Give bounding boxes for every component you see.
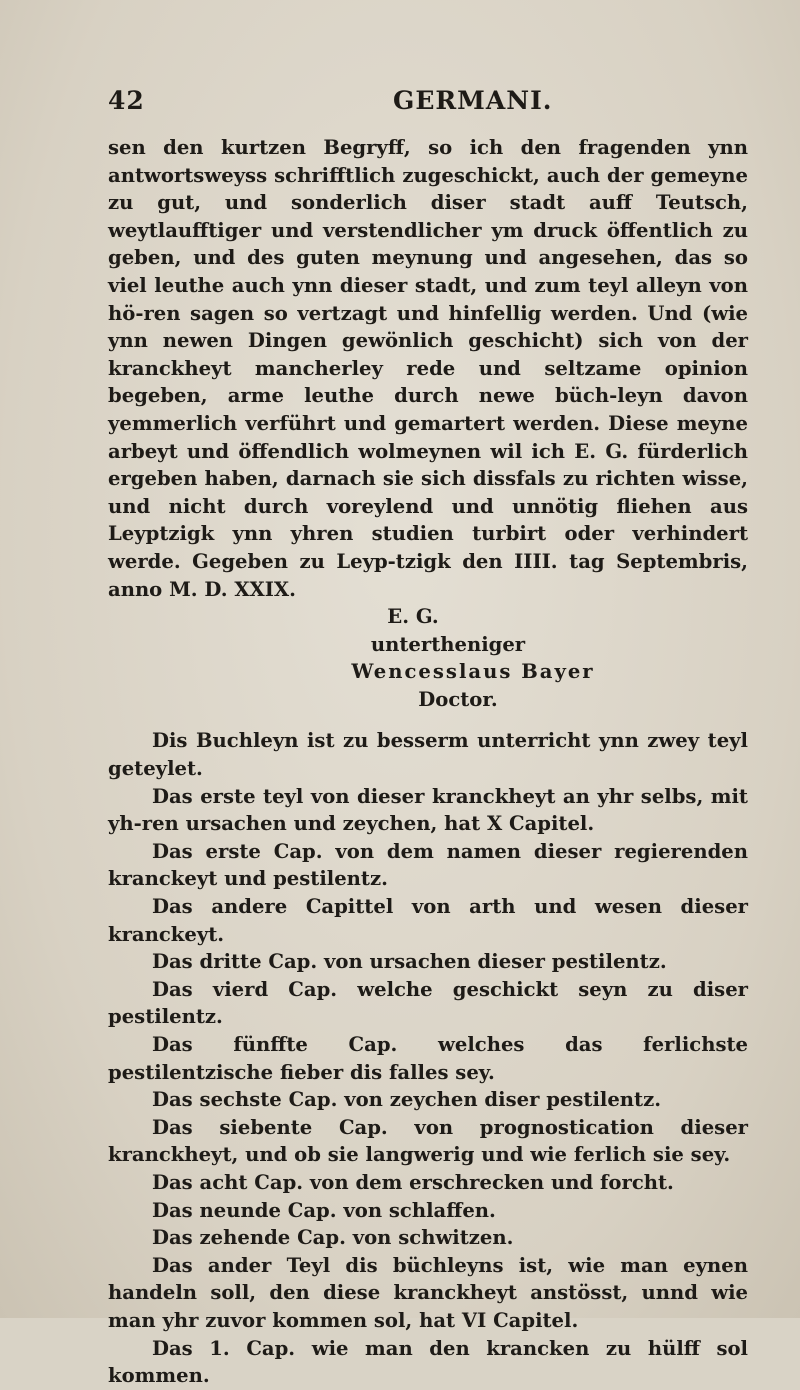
toc-entry: Das vierd Cap. welche geschickt seyn zu diser pestilentz.	[108, 977, 748, 1029]
toc-entry: Das erste Cap. von dem namen dieser regierenden kranckeyt und pestilentz.	[108, 839, 748, 891]
page-body	[108, 134, 748, 1390]
toc-entry: Das fünffte Cap. welches das ferlichste pestilentzische fieber dis falles sey.	[108, 1033, 748, 1084]
toc-entry: Das ander Teyl dis büchleyns ist, wie man eynen handeln soll, den diese kranckheyt anstösst, unnd wie man yhr zuvor kommen sol, hat VI Capitel.	[108, 1253, 748, 1332]
toc-entry: Das acht Cap. von dem erschrecken und forcht.	[152, 1170, 674, 1194]
page-header	[108, 86, 720, 120]
closing: untertheniger	[370, 632, 526, 656]
toc-entry: Das erste teyl von dieser kranckheyt an yhr selbs, mit yh-ren ursachen und zeychen, hat X Capitel.	[108, 784, 748, 836]
page-number: 42	[108, 86, 145, 115]
section-gap	[108, 713, 748, 727]
toc-entry: Das 1. Cap. wie man den krancken zu hülff sol kommen.	[108, 1336, 748, 1388]
salutation: E. G.	[387, 605, 439, 629]
toc-entry: Das zehende Cap. von schwitzen.	[152, 1226, 514, 1250]
toc-entry: Das sechste Cap. von zeychen diser pestilentz.	[152, 1088, 662, 1112]
toc-entry: Das siebente Cap. von prognostication dieser kranckheyt, und ob sie langwerig und wie ferlich sie sey.	[108, 1115, 748, 1167]
signature: Wencesslaus Bayer	[351, 660, 595, 684]
letter-paragraph: sen den kurtzen Begryff, so ich den fragenden ynn antwortsweyss schrifftlich zugeschickt, auch der gemeyne zu gut, und sonderlich diser stadt auff Teutsch, weytlaufftiger und verstendlicher ym druck öffentlich zu geben, und des guten meynung und angesehen, das so viel leuthe auch ynn dieser stadt, und zum teyl alleyn von hö-ren sagen so vertzagt und hinfellig werden. Und (wie ynn newen Dingen gewönlich geschicht) sich von der kranckheyt mancherley rede und seltzame opinion begeben, arme leuthe durch newe büch-leyn davon yemmerlich verführt und gemartert werden. Diese meyne arbeyt und öffendlich wolmeynen wil ich E. G. fürderlich ergeben haben, darnach sie sich dissfals zu richten wisse, und nicht durch voreylend und unnötig fliehen aus Leyptzigk ynn yhren studien turbirt oder verhindert werde. Gegeben zu Leyp-tzigk den IIII. tag Septembris, anno M. D. XXIX.	[108, 136, 748, 601]
signature-title: Doctor.	[418, 687, 498, 711]
toc-entry: Das neunde Cap. von schlaffen.	[152, 1198, 496, 1222]
toc-entry: Das dritte Cap. von ursachen dieser pestilentz.	[152, 950, 667, 974]
running-head: GERMANI.	[393, 86, 553, 115]
toc-intro: Dis Buchleyn ist zu besserm unterricht ynn zwey teyl geteylet.	[108, 729, 748, 781]
toc-entry: Das andere Capittel von arth und wesen dieser kranckeyt.	[108, 895, 748, 946]
